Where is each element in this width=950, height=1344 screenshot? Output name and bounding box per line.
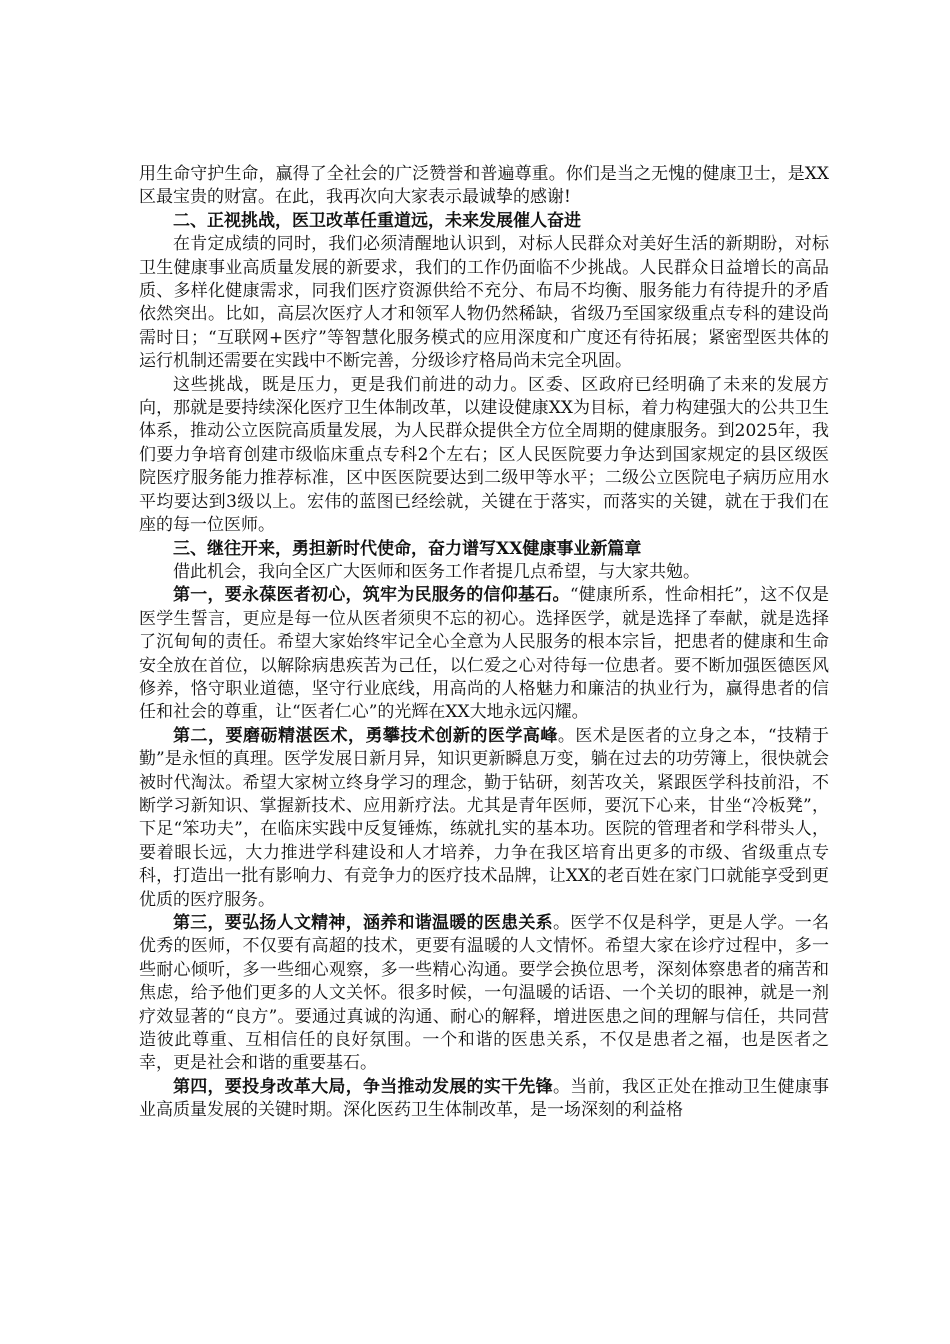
first-hope-lead: 第一，要永葆医者初心，筑牢为民服务的信仰基石。 [173,585,570,606]
section-heading-2: 二、正视挑战，医卫改革任重道远，未来发展催人奋进 [173,210,581,231]
fourth-hope-body: 。当前，我区正处在推动卫生健康事业高质量发展的关键时期。深化医药卫生体制改革，是一场深刻的利益格 [139,1076,830,1121]
section-heading-3: 三、继往开来，勇担新时代使命，奋力谱写XX健康事业新篇章 [173,538,642,559]
second-hope-body: 。医术是医者的立身之本，“技精于勤”是永恒的真理。医学发展日新月异，知识更新瞬息万变，躺在过去的功劳簿上，很快就会被时代淘汰。希望大家树立终身学习的理念，勤于钻研，刻苦攻关，紧跟医学科技前沿，不断学习新知识、掌握新技术、应用新疗法。尤其是青年医师，要沉下心来，甘坐“冷板凳”，下足“笨功夫”，在临床实践中反复锤炼，练就扎实的基本功。医院的管理者和学科带头人，要着眼长远，大力推进学科建设和人才培养，力争在我区培育出更多的市级、省级重点专科，打造出一批有影响力、有竞争力的医疗技术品牌，让XX的老百姓在家门口就能享受到更优质的医疗服务。 [139,725,829,910]
paragraph-hopes-intro: 借此机会，我向全区广大医师和医务工作者提几点希望，与大家共勉。 [173,561,700,582]
third-hope-lead: 第三，要弘扬人文精神，涵养和谐温暖的医患关系 [173,913,553,933]
paragraph-third-hope [139,912,829,1076]
paragraph-intro-tail: 用生命守护生命，赢得了全社会的广泛赞誉和普遍尊重。你们是当之无愧的健康卫士，是XX区最宝贵的财富。在此，我再次向大家表示最诚挚的感谢! [139,164,829,208]
fourth-hope-lead: 第四，要投身改革大局，争当推动发展的实干先锋 [173,1076,553,1097]
paragraph-second-hope [139,725,829,912]
paragraph-challenges: 在肯定成绩的同时，我们必须清醒地认识到，对标人民群众对美好生活的新期盼，对标卫生健康事业高质量发展的新要求，我们的工作仍面临不少挑战。人民群众日益增长的高品质、多样化健康需求，同我们医疗资源供给不充分、布局不均衡、服务能力有待提升的矛盾依然突出。比如，高层次医疗人才和领军人物仍然稀缺，省级乃至国家级重点专科的建设尚需时日；“互联网+医疗”等智慧化服务模式的应用深度和广度还有待拓展；紧密型医共体的运行机制还需要在实践中不断完善，分级诊疗格局尚未完全巩固。 [139,234,829,372]
third-hope-body: 。医学不仅是科学，更是人学。一名优秀的医师，不仅要有高超的技术，更要有温暖的人文情怀。希望大家在诊疗过程中，多一些耐心倾听，多一些细心观察，多一些精心沟通。要学会换位思考，深刻体察患者的痛苦和焦虑，给予他们更多的人文关怀。很多时候，一句温暖的话语、一个关切的眼神，就是一剂疗效显著的“良方”。要通过真诚的沟通、耐心的解释，增进医患之间的理解与信任，共同营造彼此尊重、互相信任的良好氛围。一个和谐的医患关系，不仅是患者之福，也是医者之幸，更是社会和谐的重要基石。 [139,913,830,1074]
document-page [139,163,829,1123]
paragraph-first-hope [139,584,829,724]
paragraph-fourth-hope [139,1076,829,1123]
paragraph-direction: 这些挑战，既是压力，更是我们前进的动力。区委、区政府已经明确了未来的发展方向，那就是要持续深化医疗卫生体制改革，以建设健康XX为目标，着力构建强大的公共卫生体系，推动公立医院高质量发展，为人民群众提供全方位全周期的健康服务。到2025年，我们要力争培育创建市级临床重点专科2个左右；区人民医院要力争达到国家规定的县区级医院医疗服务能力推荐标准，区中医医院要达到二级甲等水平；二级公立医院电子病历应用水平均要达到3级以上。宏伟的蓝图已经绘就，关键在于落实，而落实的关键，就在于我们在座的每一位医师。 [139,374,829,536]
first-hope-body: “健康所系，性命相托”，这不仅是医学生誓言，更应是每一位从医者须臾不忘的初心。选择医学，就是选择了奉献，就是选择了沉甸甸的责任。希望大家始终牢记全心全意为人民服务的根本宗旨，把患者的健康和生命安全放在首位，以解除病患疾苦为己任，以仁爱之心对待每一位患者。要不断加强医德医风修养，恪守职业道德，坚守行业底线，用高尚的人格魅力和廉洁的执业行为，赢得患者的信任和社会的尊重，让“医者仁心”的光辉在XX大地永远闪耀。 [139,585,830,723]
second-hope-lead: 第二，要磨砺精湛医术，勇攀技术创新的医学高峰 [173,725,558,746]
